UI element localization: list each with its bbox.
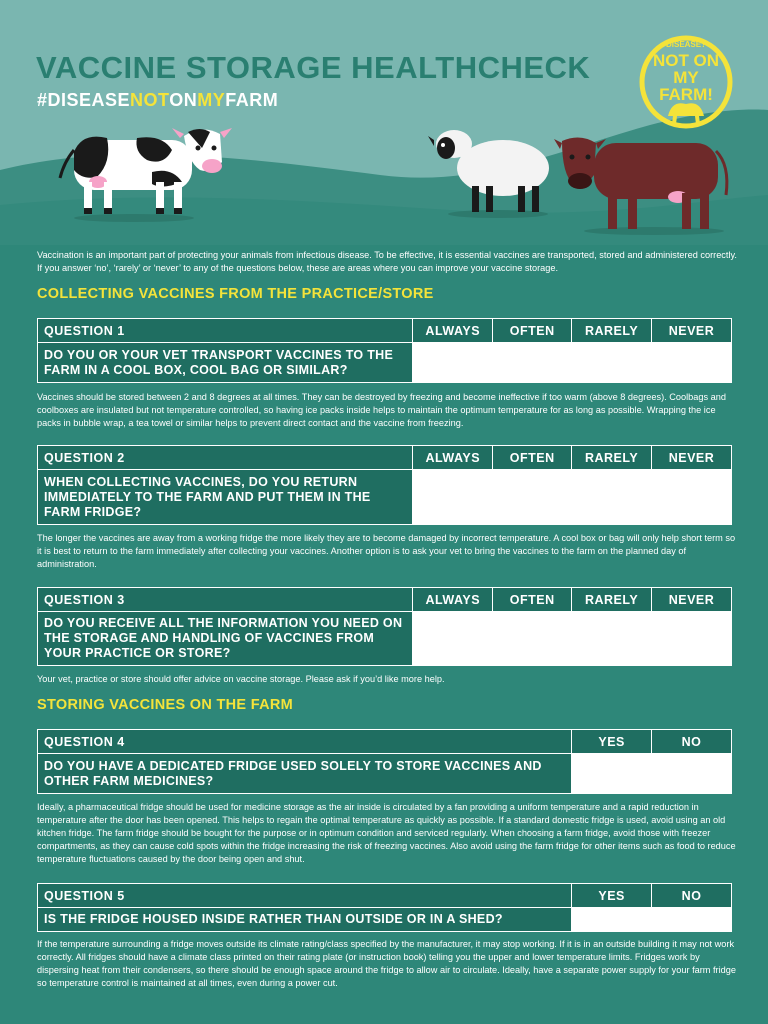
question-5-table [37, 883, 732, 932]
question-3-table [37, 587, 732, 666]
question-label: QUESTION 1 [38, 319, 413, 343]
option-always: ALWAYS [413, 446, 493, 470]
header-banner [0, 0, 768, 245]
question-2-note: The longer the vaccines are away from a working fridge the more likely they are to become damaged by incorrect temperature. A cool box or bag will only help short term so it is best to return to the farm immediately after collecting your vaccines. Another option is to ask your vet to bring the vaccines to the farm on the planned day of administration. [37, 533, 736, 569]
question-header-row [38, 884, 732, 908]
question-4-note: Ideally, a pharmaceutical fridge should be used for medicine storage as the air inside is circulated by a fan providing a uniform temperature and a rapid reduction in temperature after the door has been opened. This helps to regain the optimal temperature as quickly as possible. If a standard domestic fridge is used, avoid using an old kitchen fridge. The farm fridge should be bought for the purpose or in optimum condition and serviced regularly. When choosing a farm fridge, avoid those with freezer compartments, as they can cause cold spots within the fridge increasing the risk of freezing vaccines. Also avoid using the farm fridge for other items such as food to reduce temperature fluctuations caused by the door being open and shut. [37, 802, 736, 864]
answer-box-often[interactable] [493, 470, 572, 525]
question-text: WHEN COLLECTING VACCINES, DO YOU RETURN IMMEDIATELY TO THE FARM AND PUT THEM IN THE FARM FRIDGE? [38, 470, 413, 525]
brown-cow-illustration [554, 135, 738, 235]
answer-box-rarely[interactable] [572, 470, 652, 525]
option-rarely: RARELY [572, 319, 652, 343]
question-1-note: Vaccines should be stored between 2 and 8 degrees at all times. They can be destroyed by freezing and become ineffective if too warm (above 8 degrees). Coolbags and coolboxes are insulated but not temperature controlled, so having ice packs inside helps to maintain the optimum temperature for as long as possible. Wrapping the ice packs in bubble wrap, a tea towel or similar helps to prevent direct contact and the vaccine from freezing. [37, 392, 726, 428]
option-rarely: RARELY [572, 588, 652, 612]
answer-box-often[interactable] [493, 343, 572, 383]
question-body-row [38, 754, 732, 794]
answer-box-never[interactable] [652, 470, 732, 525]
question-4-table [37, 729, 732, 794]
question-2-table [37, 445, 732, 525]
question-header-row [38, 446, 732, 470]
question-5-note: If the temperature surrounding a fridge moves outside its climate rating/class specified by the manufacturer, it may stop working. If it is in an outside building it may not work correctly. All fridges should have a climate class printed on their rating plate (or instruction book) telling you the upper and lower temperature limits. Fridges work by dispersing heat from their condensers, so there should be enough space around the fridge to allow air to circulate. Ideally, have a separate power supply for your farm fridge so temperature control is maintained at all times, even during a power cut. [37, 939, 736, 988]
intro-paragraph: Vaccination is an important part of protecting your animals from infectious disease. To be effective, it is essential vaccines are transported, stored and administered correctly. If you answer ‘no’, ‘rarely’ or ‘never’ to any of the questions below, these are areas where you can improve your vaccine storage. [37, 250, 737, 273]
question-body-row [38, 612, 732, 666]
option-yes: YES [572, 730, 652, 754]
option-often: OFTEN [493, 319, 572, 343]
question-header-row [38, 730, 732, 754]
option-often: OFTEN [493, 588, 572, 612]
answer-box-always[interactable] [413, 612, 493, 666]
question-text: DO YOU HAVE A DEDICATED FRIDGE USED SOLELY TO STORE VACCINES AND OTHER FARM MEDICINES? [38, 754, 572, 794]
answer-box-often[interactable] [493, 612, 572, 666]
option-never: NEVER [652, 319, 732, 343]
option-never: NEVER [652, 446, 732, 470]
option-always: ALWAYS [413, 588, 493, 612]
option-rarely: RARELY [572, 446, 652, 470]
question-3-note: Your vet, practice or store should offer advice on vaccine storage. Please ask if you’d like more help. [37, 674, 445, 684]
question-label: QUESTION 2 [38, 446, 413, 470]
answer-box-rarely[interactable] [572, 612, 652, 666]
question-text: IS THE FRIDGE HOUSED INSIDE RATHER THAN OUTSIDE OR IN A SHED? [38, 908, 572, 932]
holstein-cow-illustration [52, 122, 237, 222]
question-label: QUESTION 4 [38, 730, 572, 754]
answer-box-no[interactable] [652, 908, 732, 932]
question-text: DO YOU OR YOUR VET TRANSPORT VACCINES TO THE FARM IN A COOL BOX, COOL BAG OR SIMILAR? [38, 343, 413, 383]
question-label: QUESTION 3 [38, 588, 413, 612]
answer-box-yes[interactable] [572, 754, 652, 794]
answer-box-yes[interactable] [572, 908, 652, 932]
question-body-row [38, 470, 732, 525]
question-1-table [37, 318, 732, 383]
question-header-row [38, 588, 732, 612]
answer-box-no[interactable] [652, 754, 732, 794]
option-yes: YES [572, 884, 652, 908]
answer-box-always[interactable] [413, 343, 493, 383]
option-never: NEVER [652, 588, 732, 612]
question-label: QUESTION 5 [38, 884, 572, 908]
option-no: NO [652, 730, 732, 754]
logo-tagline: DISEASE? [665, 40, 706, 49]
option-always: ALWAYS [413, 319, 493, 343]
campaign-hashtag: #DISEASENOTONMYFARM [37, 90, 279, 110]
section-heading-collecting: COLLECTING VACCINES FROM THE PRACTICE/STORE [37, 286, 434, 302]
question-body-row [38, 343, 732, 383]
question-body-row [38, 908, 732, 932]
question-text: DO YOU RECEIVE ALL THE INFORMATION YOU NEED ON THE STORAGE AND HANDLING OF VACCINES FROM YOUR PRACTICE OR STORE? [38, 612, 413, 666]
answer-box-always[interactable] [413, 470, 493, 525]
answer-box-rarely[interactable] [572, 343, 652, 383]
section-heading-storing: STORING VACCINES ON THE FARM [37, 697, 293, 713]
answer-box-never[interactable] [652, 343, 732, 383]
sheep-illustration [428, 126, 552, 218]
answer-box-never[interactable] [652, 612, 732, 666]
page-title: VACCINE STORAGE HEALTHCHECK [36, 50, 591, 85]
question-header-row [38, 319, 732, 343]
option-often: OFTEN [493, 446, 572, 470]
logo-title: NOT ON MY FARM! [652, 51, 720, 104]
option-no: NO [652, 884, 732, 908]
